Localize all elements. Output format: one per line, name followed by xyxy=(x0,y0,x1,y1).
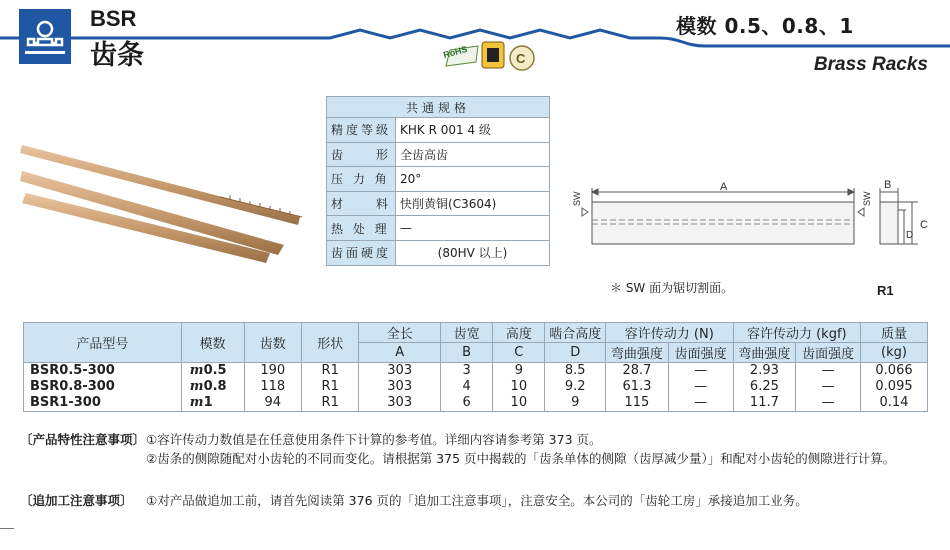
spec-key: 齿面硬度 xyxy=(327,240,396,265)
cell-shape: R1 xyxy=(301,379,358,395)
product-code: BSR xyxy=(90,6,137,31)
col-force-n: 容许传动力 (N) xyxy=(606,323,733,343)
col-sub-d: D xyxy=(545,343,606,363)
rohs-label: RoHS xyxy=(442,43,469,61)
note-item: ①容许传动力数值是在任意使用条件下计算的参考值。详细内容请参考第 373 页。 xyxy=(146,432,602,447)
table-row xyxy=(24,363,928,380)
col-surface-kgf: 齿面强度 xyxy=(796,343,861,363)
cell-module: m0.5 xyxy=(181,363,244,380)
product-table xyxy=(23,322,928,412)
col-height: 高度 xyxy=(493,323,545,343)
col-surface: 齿面强度 xyxy=(668,343,733,363)
note-item: ①对产品做追加工前，请首先阅读第 376 页的「追加工注意事项」，注意安全。本公司的「齿轮工房」承接追加工业务。 xyxy=(146,493,808,508)
common-spec-table xyxy=(326,96,550,266)
cell-model: BSR1-300 xyxy=(24,395,182,412)
sw-label-left: SW xyxy=(572,191,582,206)
cell-d: 8.5 xyxy=(545,363,606,380)
spec-row xyxy=(327,216,550,241)
cell-b: 6 xyxy=(440,395,492,412)
cell-teeth: 118 xyxy=(244,379,301,395)
col-module: 模数 xyxy=(181,323,244,363)
spec-key: 齿 形 xyxy=(327,142,396,167)
rack-dimension-drawing xyxy=(570,180,940,260)
cell-mass: 0.14 xyxy=(861,395,928,412)
spec-value: 全齿高齿 xyxy=(396,142,550,167)
col-bending: 弯曲强度 xyxy=(606,343,669,363)
cell-model: BSR0.8-300 xyxy=(24,379,182,395)
sw-label-right: SW xyxy=(862,191,872,206)
dim-label-d: D xyxy=(906,230,914,241)
cell-b: 3 xyxy=(440,363,492,380)
cell-teeth: 190 xyxy=(244,363,301,380)
col-sub-b: B xyxy=(440,343,492,363)
spec-key: 材 料 xyxy=(327,191,396,216)
svg-text:C: C xyxy=(516,51,526,66)
cell-shape: R1 xyxy=(301,363,358,380)
cell-surface-n: — xyxy=(668,363,733,380)
brass-rack-photo xyxy=(20,135,320,265)
cell-mass: 0.066 xyxy=(861,363,928,380)
margin-mark xyxy=(0,528,14,529)
col-shape: 形状 xyxy=(301,323,358,363)
cell-a: 303 xyxy=(359,395,441,412)
cell-bending-n: 61.3 xyxy=(606,379,669,395)
spec-row xyxy=(327,167,550,192)
cell-module: m0.8 xyxy=(181,379,244,395)
cell-c: 10 xyxy=(493,379,545,395)
cell-mass: 0.095 xyxy=(861,379,928,395)
cell-c: 10 xyxy=(493,395,545,412)
cell-bending-n: 115 xyxy=(606,395,669,412)
gear-part-icon xyxy=(482,42,504,68)
cell-d: 9 xyxy=(545,395,606,412)
col-bending-kgf: 弯曲强度 xyxy=(733,343,796,363)
spec-value: 快削黄铜(C3604) xyxy=(396,191,550,216)
cell-surface-kgf: — xyxy=(796,363,861,380)
cell-bending-n: 28.7 xyxy=(606,363,669,380)
col-mass: 质量 xyxy=(861,323,928,343)
spec-row xyxy=(327,118,550,143)
c-compliance-icon xyxy=(510,46,534,70)
col-sub-a: A xyxy=(359,343,441,363)
spec-key: 精度等级 xyxy=(327,118,396,143)
cell-bending-kgf: 11.7 xyxy=(733,395,796,412)
dim-label-c: C xyxy=(920,219,928,231)
spec-value: — xyxy=(396,216,550,241)
cell-model: BSR0.5-300 xyxy=(24,363,182,380)
note-item: ②齿条的侧隙随配对小齿轮的不同而变化。请根据第 375 页中揭载的「齿条单体的侧隙（齿厚减少量）」和配对小齿轮的侧隙进行计算。 xyxy=(146,451,896,466)
notes-section xyxy=(20,430,935,510)
sw-note: ＊ SW 面为锯切割面。 xyxy=(610,281,734,295)
cell-shape: R1 xyxy=(301,395,358,412)
table-row xyxy=(24,395,928,412)
col-teeth: 齿数 xyxy=(244,323,301,363)
cell-module: m1 xyxy=(181,395,244,412)
cell-surface-n: — xyxy=(668,379,733,395)
col-length: 全长 xyxy=(359,323,441,343)
col-force-kgf: 容许传动力 (kgf) xyxy=(733,323,860,343)
product-note-label: 〔产品特性注意事项〕 xyxy=(20,432,146,447)
cell-a: 303 xyxy=(359,379,441,395)
cell-surface-n: — xyxy=(668,395,733,412)
col-model: 产品型号 xyxy=(24,323,182,363)
cell-bending-kgf: 6.25 xyxy=(733,379,796,395)
cell-teeth: 94 xyxy=(244,395,301,412)
cell-surface-kgf: — xyxy=(796,395,861,412)
spec-value: 20° xyxy=(396,167,550,192)
spec-key: 热 处 理 xyxy=(327,216,396,241)
product-name: 齿条 xyxy=(90,40,144,71)
shape-label: R1 xyxy=(877,283,894,298)
cell-surface-kgf: — xyxy=(796,379,861,395)
table-row xyxy=(24,379,928,395)
module-range: 模数 0.5、0.8、1 xyxy=(676,14,854,38)
spec-row xyxy=(327,191,550,216)
dim-label-a: A xyxy=(720,181,728,193)
rack-logo-icon xyxy=(19,9,71,64)
col-sub-c: C xyxy=(493,343,545,363)
col-pitch-height: 啮合高度 xyxy=(545,323,606,343)
dim-label-b: B xyxy=(884,180,892,191)
spec-key: 压 力 角 xyxy=(327,167,396,192)
spec-value: KHK R 001 4 级 xyxy=(396,118,550,143)
spec-value: (80HV 以上) xyxy=(396,240,550,265)
machining-note-label: 〔追加工注意事项〕 xyxy=(20,493,133,508)
cell-bending-kgf: 2.93 xyxy=(733,363,796,380)
cell-c: 9 xyxy=(493,363,545,380)
english-subtitle: Brass Racks xyxy=(813,54,928,75)
cell-b: 4 xyxy=(440,379,492,395)
spec-row xyxy=(327,142,550,167)
cell-a: 303 xyxy=(359,363,441,380)
spec-row xyxy=(327,240,550,265)
spec-table-title: 共通规格 xyxy=(327,97,550,118)
col-mass-unit: (kg) xyxy=(861,343,928,363)
cell-d: 9.2 xyxy=(545,379,606,395)
col-width: 齿宽 xyxy=(440,323,492,343)
